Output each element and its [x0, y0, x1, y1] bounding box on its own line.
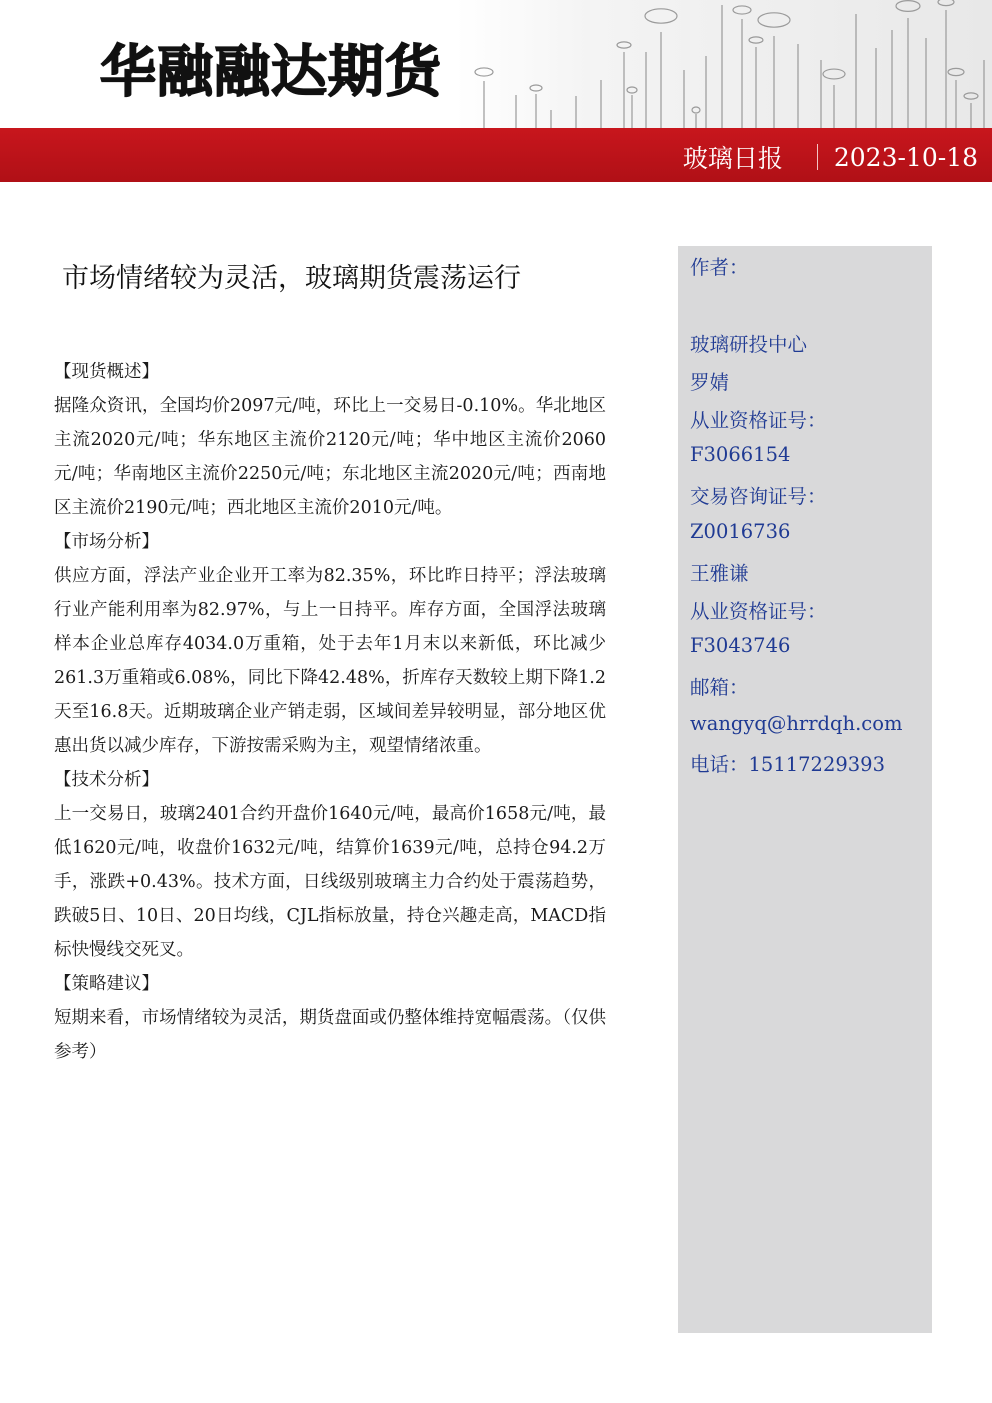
company-logo-text: 华融融达期货 — [100, 40, 442, 105]
author-label: 作者： — [690, 256, 749, 279]
email-label: 邮箱： — [690, 676, 749, 699]
section-body-spot: 据隆众资讯，全国均价2097元/吨，环比上一交易日-0.10%。华北地区主流2020元/吨；华东地区主流价2120元/吨；华中地区主流价2060元/吨；华南地区主流价2250元/吨；东北地区主流2020元/吨；西南地区主流价2190元/吨；西北地区主流价2010元/吨。 — [54, 396, 606, 518]
qualification-number: F3043746 — [690, 634, 791, 657]
header-decoration-graphic — [456, 0, 992, 128]
report-name: 玻璃日报 — [682, 144, 783, 173]
report-date: 2023-10-18 — [833, 142, 978, 172]
section-heading-technical: 【技术分析】 — [54, 770, 159, 790]
section-heading-spot: 【现货概述】 — [54, 362, 159, 382]
phone-number: 电话：15117229393 — [690, 753, 885, 776]
section-heading-strategy: 【策略建议】 — [54, 974, 159, 994]
analyst-name: 王雅谦 — [690, 562, 749, 585]
consult-number: Z0016736 — [690, 520, 791, 543]
report-body — [54, 355, 606, 1069]
consult-label: 交易咨询证号： — [690, 485, 827, 508]
department-name: 玻璃研投中心 — [690, 333, 808, 356]
section-body-market: 供应方面，浮法产业企业开工率为82.35%，环比昨日持平；浮法玻璃行业产能利用率为82.97%，与上一日持平。库存方面，全国浮法玻璃样本企业总库存4034.0万重箱，处于去年1月末以来新低，环比减少261.3万重箱或6.08%，同比下降42.48%，折库存天数较上期下降1.2天至16.8天。近期玻璃企业产销走弱，区域间差异较明显，部分地区优惠出货以减少库存，下游按需采购为主，观望情绪浓重。 — [54, 566, 606, 756]
author-sidebar — [678, 246, 932, 1333]
analyst-name: 罗婧 — [690, 371, 730, 394]
qualification-number: F3066154 — [690, 443, 791, 466]
divider — [817, 144, 818, 170]
section-body-technical: 上一交易日，玻璃2401合约开盘价1640元/吨，最高价1658元/吨，最低1620元/吨，收盘价1632元/吨，结算价1639元/吨，总持仓94.2万手，涨跌+0.43%。技术方面，日线级别玻璃主力合约处于震荡趋势，跌破5日、10日、20日均线，CJL指标放量，持仓兴趣走高，MACD指标快慢线交死叉。 — [54, 804, 606, 960]
report-title: 市场情绪较为灵活，玻璃期货震荡运行 — [62, 263, 521, 294]
qualification-label: 从业资格证号： — [690, 409, 827, 432]
email-address: wangyq@hrrdqh.com — [690, 712, 903, 735]
report-header — [0, 0, 992, 182]
section-body-strategy: 短期来看，市场情绪较为灵活，期货盘面或仍整体维持宽幅震荡。（仅供参考） — [54, 1008, 606, 1062]
report-label — [683, 139, 978, 175]
section-heading-market: 【市场分析】 — [54, 532, 159, 552]
qualification-label: 从业资格证号： — [690, 600, 827, 623]
